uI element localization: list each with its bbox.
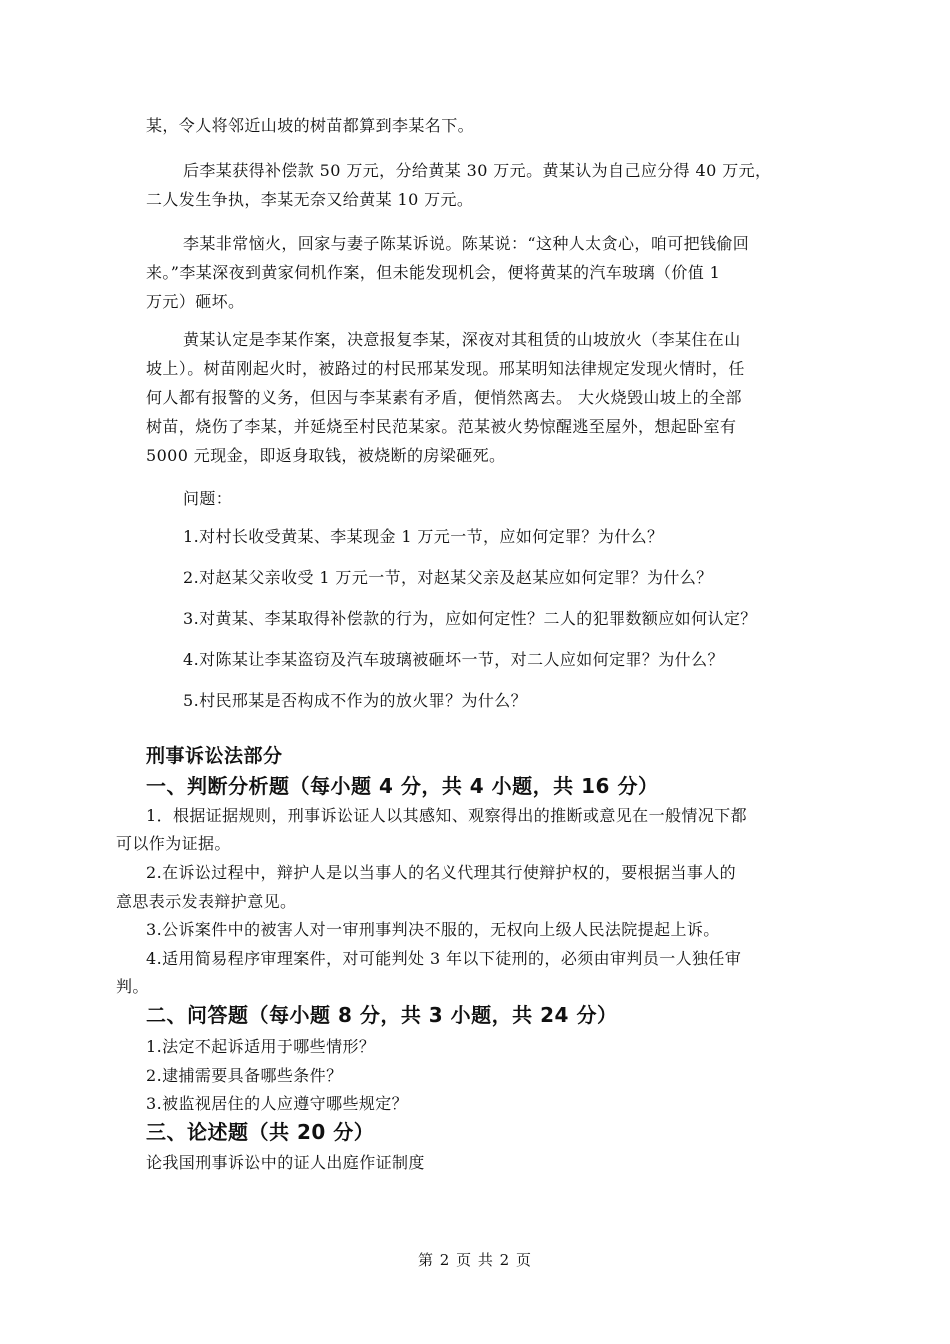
section-1-item-2-line-2: 意思表示发表辩护意见。	[116, 892, 297, 911]
case-paragraph-4-line-5: 5000 元现金，即返身取钱，被烧断的房梁砸死。	[146, 446, 506, 465]
case-paragraph-4-line-3: 何人都有报警的义务，但因与李某素有矛盾，便悄然离去。 大火烧毁山坡上的全部	[146, 388, 742, 407]
section-2-item-1: 1.法定不起诉适用于哪些情形？	[146, 1037, 376, 1056]
questions-label: 问题：	[183, 489, 233, 508]
case-paragraph-1-line-1: 某，令人将邻近山坡的树苗都算到李某名下。	[146, 116, 475, 135]
case-paragraph-2-line-1: 后李某获得补偿款 50 万元，分给黄某 30 万元。黄某认为自己应分得 40 万元，	[183, 161, 772, 180]
case-paragraph-4-line-2: 坡上）。树苗刚起火时，被路过的村民邢某发现。邢某明知法律规定发现火情时，任	[146, 359, 745, 378]
page-footer: 第 2 页 共 2 页	[418, 1251, 532, 1269]
section-1-item-4-line-1: 4.适用简易程序审理案件，对可能判处 3 年以下徒刑的，必须由审判员一人独任审	[146, 949, 742, 968]
case-paragraph-3-line-2: 来。”李某深夜到黄家伺机作案，但未能发现机会，便将黄某的汽车玻璃（价值 1	[146, 263, 721, 282]
section-1-heading: 一、判断分析题（每小题 4 分，共 4 小题，共 16 分）	[146, 774, 659, 798]
section-2-item-3: 3.被监视居住的人应遵守哪些规定？	[146, 1094, 409, 1113]
case-paragraph-3-line-3: 万元）砸坏。	[146, 292, 245, 311]
question-2: 2.对赵某父亲收受 1 万元一节，对赵某父亲及赵某应如何定罪？为什么？	[183, 568, 713, 587]
criminal-procedure-title: 刑事诉讼法部分	[146, 745, 283, 767]
case-paragraph-2-line-2: 二人发生争执，李某无奈又给黄某 10 万元。	[146, 190, 474, 209]
section-1-item-1-line-1: 1．根据证据规则，刑事诉讼证人以其感知、观察得出的推断或意见在一般情况下都	[146, 806, 747, 825]
question-3: 3.对黄某、李某取得补偿款的行为，应如何定性？二人的犯罪数额应如何认定？	[183, 609, 757, 628]
section-1-item-3: 3.公诉案件中的被害人对一审刑事判决不服的，无权向上级人民法院提起上诉。	[146, 920, 720, 939]
section-1-item-1-line-2: 可以作为证据。	[116, 834, 231, 853]
section-3-text: 论我国刑事诉讼中的证人出庭作证制度	[146, 1153, 425, 1172]
section-1-item-2-line-1: 2.在诉讼过程中，辩护人是以当事人的名义代理其行使辩护权的，要根据当事人的	[146, 863, 737, 882]
case-paragraph-4-line-1: 黄某认定是李某作案，决意报复李某，深夜对其租赁的山坡放火（李某住在山	[183, 330, 741, 349]
section-2-heading: 二、问答题（每小题 8 分，共 3 小题，共 24 分）	[146, 1003, 618, 1027]
section-3-heading: 三、论述题（共 20 分）	[146, 1120, 375, 1144]
case-paragraph-3-line-1: 李某非常恼火，回家与妻子陈某诉说。陈某说：“这种人太贪心，咱可把钱偷回	[183, 234, 750, 253]
question-5: 5.村民邢某是否构成不作为的放火罪？为什么？	[183, 691, 528, 710]
section-1-item-4-line-2: 判。	[116, 977, 149, 996]
section-2-item-2: 2.逮捕需要具备哪些条件？	[146, 1066, 343, 1085]
question-1: 1.对村长收受黄某、李某现金 1 万元一节，应如何定罪？为什么？	[183, 527, 664, 546]
case-paragraph-4-line-4: 树苗，烧伤了李某，并延烧至村民范某家。范某被火势惊醒逃至屋外，想起卧室有	[146, 417, 737, 436]
question-4: 4.对陈某让李某盗窃及汽车玻璃被砸坏一节，对二人应如何定罪？为什么？	[183, 650, 724, 669]
